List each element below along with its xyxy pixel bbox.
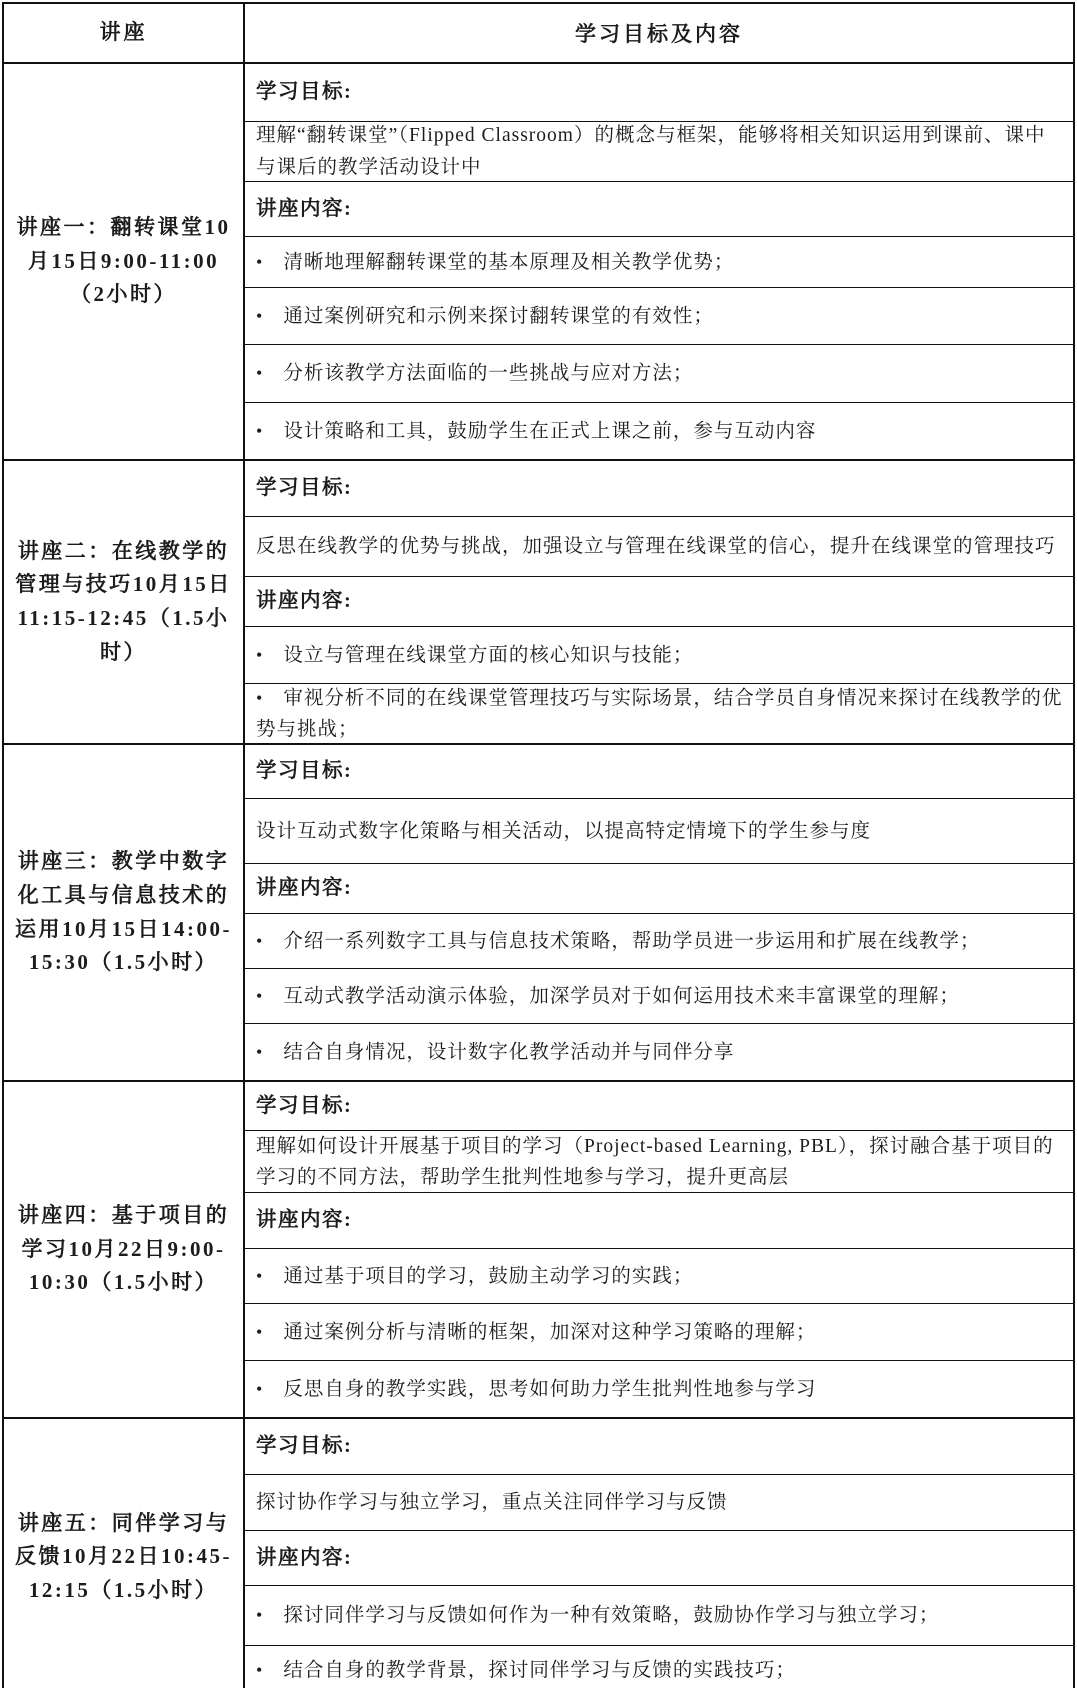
table-row	[4, 1417, 1073, 1688]
bullet-icon: •	[256, 1660, 264, 1680]
header-content-column: 学习目标及内容	[575, 22, 743, 46]
content-label: 讲座内容:	[245, 863, 1073, 913]
table-row	[4, 62, 1073, 459]
content-label: 讲座内容:	[245, 1530, 1073, 1585]
bullet-icon: •	[256, 1041, 264, 1062]
bullet-icon: •	[256, 251, 264, 272]
content-label: 讲座内容:	[245, 576, 1073, 626]
objectives-label: 学习目标:	[256, 1435, 353, 1457]
lecture-title-cell: 讲座四：基于项目的学习10月22日9:00-10:30（1.5小时）	[4, 1082, 245, 1417]
bullet-icon: •	[256, 1378, 264, 1399]
objectives-label: 学习目标:	[256, 760, 353, 782]
bullet-item: • 分析该教学方法面临的一些挑战与应对方法；	[245, 344, 1073, 402]
objective-text: 理解“翻转课堂”（Flipped Classroom）的概念与框架，能够将相关知识运用到课前、课中与课后的教学活动设计中	[245, 121, 1073, 181]
bullet-icon: •	[256, 930, 264, 951]
bullet-item: • 结合自身的教学背景，探讨同伴学习与反馈的实践技巧；	[245, 1645, 1073, 1688]
lecture-detail-column	[245, 64, 1073, 459]
bullet-icon: •	[256, 1321, 264, 1342]
lecture-title-cell: 讲座二：在线教学的管理与技巧10月15日11:15-12:45（1.5小时）	[4, 461, 245, 743]
table-row	[4, 459, 1073, 743]
objective-text: 反思在线教学的优势与挑战，加强设立与管理在线课堂的信心，提升在线课堂的管理技巧	[245, 516, 1073, 576]
bullet-icon: •	[256, 644, 264, 665]
bullet-icon: •	[256, 1605, 264, 1625]
bullet-icon: •	[256, 363, 264, 383]
header-lecture-column: 讲座	[4, 4, 245, 62]
bullet-item: • 审视分析不同的在线课堂管理技巧与实际场景，结合学员自身情况来探讨在线教学的优势与挑战；	[245, 683, 1073, 743]
lecture-title-cell: 讲座三：教学中数字化工具与信息技术的运用10月15日14:00-15:30（1.5小时）	[4, 745, 245, 1080]
bullet-item: • 设计策略和工具，鼓励学生在正式上课之前，参与互动内容	[245, 402, 1073, 459]
bullet-icon: •	[256, 985, 264, 1006]
bullet-icon: •	[256, 420, 264, 441]
table-header-row	[4, 4, 1073, 62]
bullet-item: • 互动式教学活动演示体验，加深学员对于如何运用技术来丰富课堂的理解；	[245, 968, 1073, 1023]
schedule-table	[2, 2, 1075, 1688]
lecture-title-cell: 讲座五：同伴学习与反馈10月22日10:45-12:15（1.5小时）	[4, 1419, 245, 1688]
objective-text: 理解如何设计开展基于项目的学习（Project-based Learning, PBL），探讨融合基于项目的学习的不同方法，帮助学生批判性地参与学习，提升更高层	[245, 1130, 1073, 1192]
bullet-item: • 反思自身的教学实践，思考如何助力学生批判性地参与学习	[245, 1360, 1073, 1417]
bullet-item: • 探讨同伴学习与反馈如何作为一种有效策略，鼓励协作学习与独立学习；	[245, 1585, 1073, 1645]
content-label: 讲座内容:	[245, 181, 1073, 236]
bullet-item: • 设立与管理在线课堂方面的核心知识与技能；	[245, 626, 1073, 683]
objectives-label: 学习目标:	[256, 477, 353, 499]
bullet-icon: •	[256, 1265, 264, 1286]
lecture-detail-column	[245, 1419, 1073, 1688]
bullet-icon: •	[256, 305, 264, 326]
objectives-label: 学习目标:	[256, 1094, 353, 1117]
bullet-item: • 结合自身情况，设计数字化教学活动并与同伴分享	[245, 1023, 1073, 1080]
objective-text: 探讨协作学习与独立学习，重点关注同伴学习与反馈	[245, 1474, 1073, 1530]
bullet-item: • 通过案例分析与清晰的框架，加深对这种学习策略的理解；	[245, 1303, 1073, 1360]
lecture-title-cell: 讲座一：翻转课堂10月15日9:00-11:00（2小时）	[4, 64, 245, 459]
content-label: 讲座内容:	[245, 1192, 1073, 1248]
bullet-item: • 通过基于项目的学习，鼓励主动学习的实践；	[245, 1248, 1073, 1303]
table-row	[4, 1080, 1073, 1417]
objectives-label: 学习目标:	[256, 81, 353, 103]
bullet-item: • 通过案例研究和示例来探讨翻转课堂的有效性；	[245, 287, 1073, 344]
lecture-detail-column	[245, 461, 1073, 743]
bullet-item: • 介绍一系列数字工具与信息技术策略，帮助学员进一步运用和扩展在线教学；	[245, 913, 1073, 968]
objective-text: 设计互动式数字化策略与相关活动，以提高特定情境下的学生参与度	[245, 798, 1073, 863]
lecture-detail-column	[245, 1082, 1073, 1417]
lecture-detail-column	[245, 745, 1073, 1080]
bullet-item: • 清晰地理解翻转课堂的基本原理及相关教学优势；	[245, 236, 1073, 287]
bullet-icon: •	[256, 687, 264, 708]
table-row	[4, 743, 1073, 1080]
